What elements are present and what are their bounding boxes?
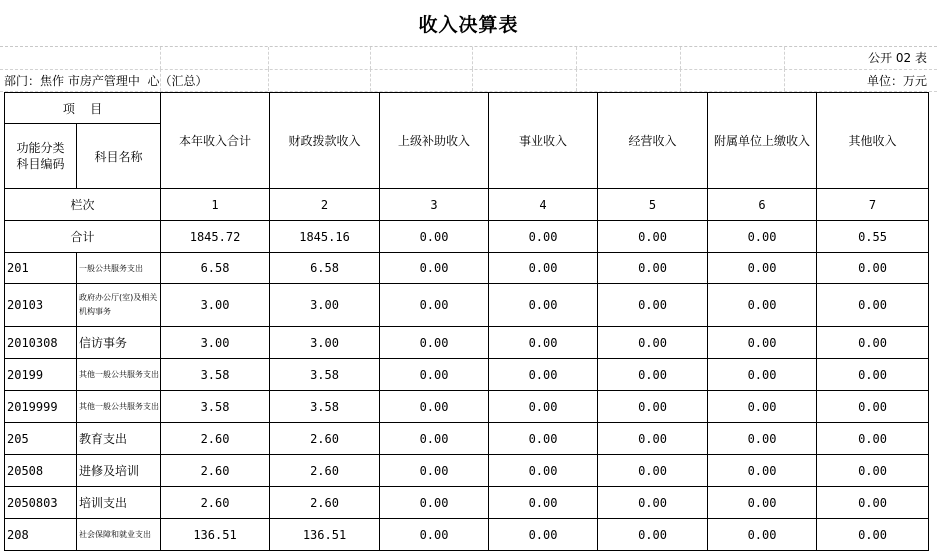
- item-header: 项 目: [5, 93, 161, 124]
- value-cell: 0.00: [489, 327, 598, 359]
- item-name-cell: 政府办公厅(室)及相关机构事务: [77, 284, 161, 327]
- value-cell: 0.00: [817, 253, 929, 284]
- item-name-cell: 社会保障和就业支出: [77, 519, 161, 551]
- item-name-cell: 教育支出: [77, 423, 161, 455]
- value-cell: 0.00: [380, 284, 489, 327]
- column-index: 6: [708, 189, 817, 221]
- item-name-cell: 培训支出: [77, 487, 161, 519]
- value-cell: 0.00: [598, 327, 708, 359]
- value-cell: 0.00: [598, 519, 708, 551]
- column-index: 7: [817, 189, 929, 221]
- income-table: [4, 92, 929, 551]
- column-index: 2: [270, 189, 380, 221]
- value-cell: 2.60: [161, 487, 270, 519]
- value-cell: 2.60: [161, 455, 270, 487]
- value-cell: 0.00: [598, 359, 708, 391]
- page-title: 收入决算表: [0, 0, 937, 47]
- column-header: 本年收入合计: [161, 93, 270, 189]
- table-row: [5, 519, 929, 551]
- value-cell: 0.00: [817, 487, 929, 519]
- value-cell: 0.00: [598, 487, 708, 519]
- table-row: [5, 487, 929, 519]
- value-cell: 136.51: [161, 519, 270, 551]
- value-cell: 0.00: [708, 423, 817, 455]
- value-cell: 3.00: [270, 284, 380, 327]
- value-cell: 6.58: [161, 253, 270, 284]
- value-cell: 0.00: [380, 391, 489, 423]
- value-cell: 0.00: [489, 423, 598, 455]
- column-header: 事业收入: [489, 93, 598, 189]
- value-cell: 0.00: [817, 327, 929, 359]
- value-cell: 0.00: [380, 519, 489, 551]
- table-row: [5, 423, 929, 455]
- table-row: [5, 327, 929, 359]
- value-cell: 0.00: [489, 487, 598, 519]
- value-cell: 0.00: [817, 423, 929, 455]
- value-cell: 2.60: [270, 487, 380, 519]
- value-cell: 0.00: [598, 423, 708, 455]
- value-cell: 3.00: [161, 284, 270, 327]
- value-cell: 0.00: [708, 359, 817, 391]
- total-value: 0.00: [489, 221, 598, 253]
- column-header: 经营收入: [598, 93, 708, 189]
- department-label: 部门：焦作 市房产管理中 心（汇总）: [4, 74, 208, 88]
- value-cell: 3.00: [270, 327, 380, 359]
- value-cell: 2.60: [161, 423, 270, 455]
- value-cell: 0.00: [380, 455, 489, 487]
- form-number: 公开 02 表: [868, 51, 927, 65]
- column-header: 附属单位上缴收入: [708, 93, 817, 189]
- table-row: [5, 284, 929, 327]
- item-name-cell: 其他一般公共服务支出: [77, 359, 161, 391]
- value-cell: 0.00: [708, 327, 817, 359]
- value-cell: 0.00: [708, 253, 817, 284]
- grid-row: [0, 47, 937, 70]
- value-cell: 0.00: [489, 519, 598, 551]
- value-cell: 2.60: [270, 455, 380, 487]
- table-row: [5, 391, 929, 423]
- func-code-cell: 20103: [5, 284, 77, 327]
- value-cell: 0.00: [380, 423, 489, 455]
- total-value: 0.00: [598, 221, 708, 253]
- value-cell: 0.00: [708, 455, 817, 487]
- value-cell: 0.00: [380, 359, 489, 391]
- value-cell: 0.00: [817, 359, 929, 391]
- item-name-cell: 信访事务: [77, 327, 161, 359]
- func-code-cell: 20199: [5, 359, 77, 391]
- value-cell: 3.58: [161, 359, 270, 391]
- value-cell: 0.00: [489, 284, 598, 327]
- value-cell: 2.60: [270, 423, 380, 455]
- func-code-cell: 20508: [5, 455, 77, 487]
- value-cell: 0.00: [489, 253, 598, 284]
- value-cell: 0.00: [489, 359, 598, 391]
- value-cell: 0.00: [598, 391, 708, 423]
- unit-label: 单位：万元: [866, 74, 927, 88]
- item-name-cell: 进修及培训: [77, 455, 161, 487]
- value-cell: 0.00: [708, 284, 817, 327]
- column-index-label: 栏次: [5, 189, 161, 221]
- grid-edge: [929, 92, 937, 554]
- value-cell: 0.00: [817, 284, 929, 327]
- value-cell: 0.00: [817, 391, 929, 423]
- value-cell: 0.00: [598, 253, 708, 284]
- func-code-header: 功能分类科目编码: [5, 124, 77, 189]
- column-header: 其他收入: [817, 93, 929, 189]
- value-cell: 3.58: [270, 391, 380, 423]
- table-row: [5, 455, 929, 487]
- table-row: [5, 359, 929, 391]
- value-cell: 0.00: [380, 327, 489, 359]
- value-cell: 0.00: [708, 391, 817, 423]
- func-code-cell: 2019999: [5, 391, 77, 423]
- func-code-cell: 2050803: [5, 487, 77, 519]
- func-code-cell: 2010308: [5, 327, 77, 359]
- value-cell: 0.00: [489, 391, 598, 423]
- value-cell: 3.00: [161, 327, 270, 359]
- total-label: 合计: [5, 221, 161, 253]
- func-code-cell: 205: [5, 423, 77, 455]
- column-index: 5: [598, 189, 708, 221]
- column-header: 财政拨款收入: [270, 93, 380, 189]
- func-code-cell: 208: [5, 519, 77, 551]
- value-cell: 0.00: [708, 487, 817, 519]
- table-row: [5, 253, 929, 284]
- total-value: 1845.16: [270, 221, 380, 253]
- value-cell: 0.00: [817, 519, 929, 551]
- value-cell: 0.00: [708, 519, 817, 551]
- func-code-cell: 201: [5, 253, 77, 284]
- total-value: 0.00: [708, 221, 817, 253]
- value-cell: 0.00: [598, 455, 708, 487]
- value-cell: 0.00: [489, 455, 598, 487]
- value-cell: 0.00: [817, 455, 929, 487]
- value-cell: 0.00: [380, 487, 489, 519]
- column-header: 上级补助收入: [380, 93, 489, 189]
- value-cell: 0.00: [598, 284, 708, 327]
- column-index: 4: [489, 189, 598, 221]
- total-value: 1845.72: [161, 221, 270, 253]
- item-name-cell: 一般公共服务支出: [77, 253, 161, 284]
- column-index: 3: [380, 189, 489, 221]
- item-name-header: 科目名称: [77, 124, 161, 189]
- value-cell: 3.58: [161, 391, 270, 423]
- total-value: 0.55: [817, 221, 929, 253]
- item-name-cell: 其他一般公共服务支出: [77, 391, 161, 423]
- column-index: 1: [161, 189, 270, 221]
- value-cell: 3.58: [270, 359, 380, 391]
- value-cell: 0.00: [380, 253, 489, 284]
- value-cell: 6.58: [270, 253, 380, 284]
- value-cell: 136.51: [270, 519, 380, 551]
- total-value: 0.00: [380, 221, 489, 253]
